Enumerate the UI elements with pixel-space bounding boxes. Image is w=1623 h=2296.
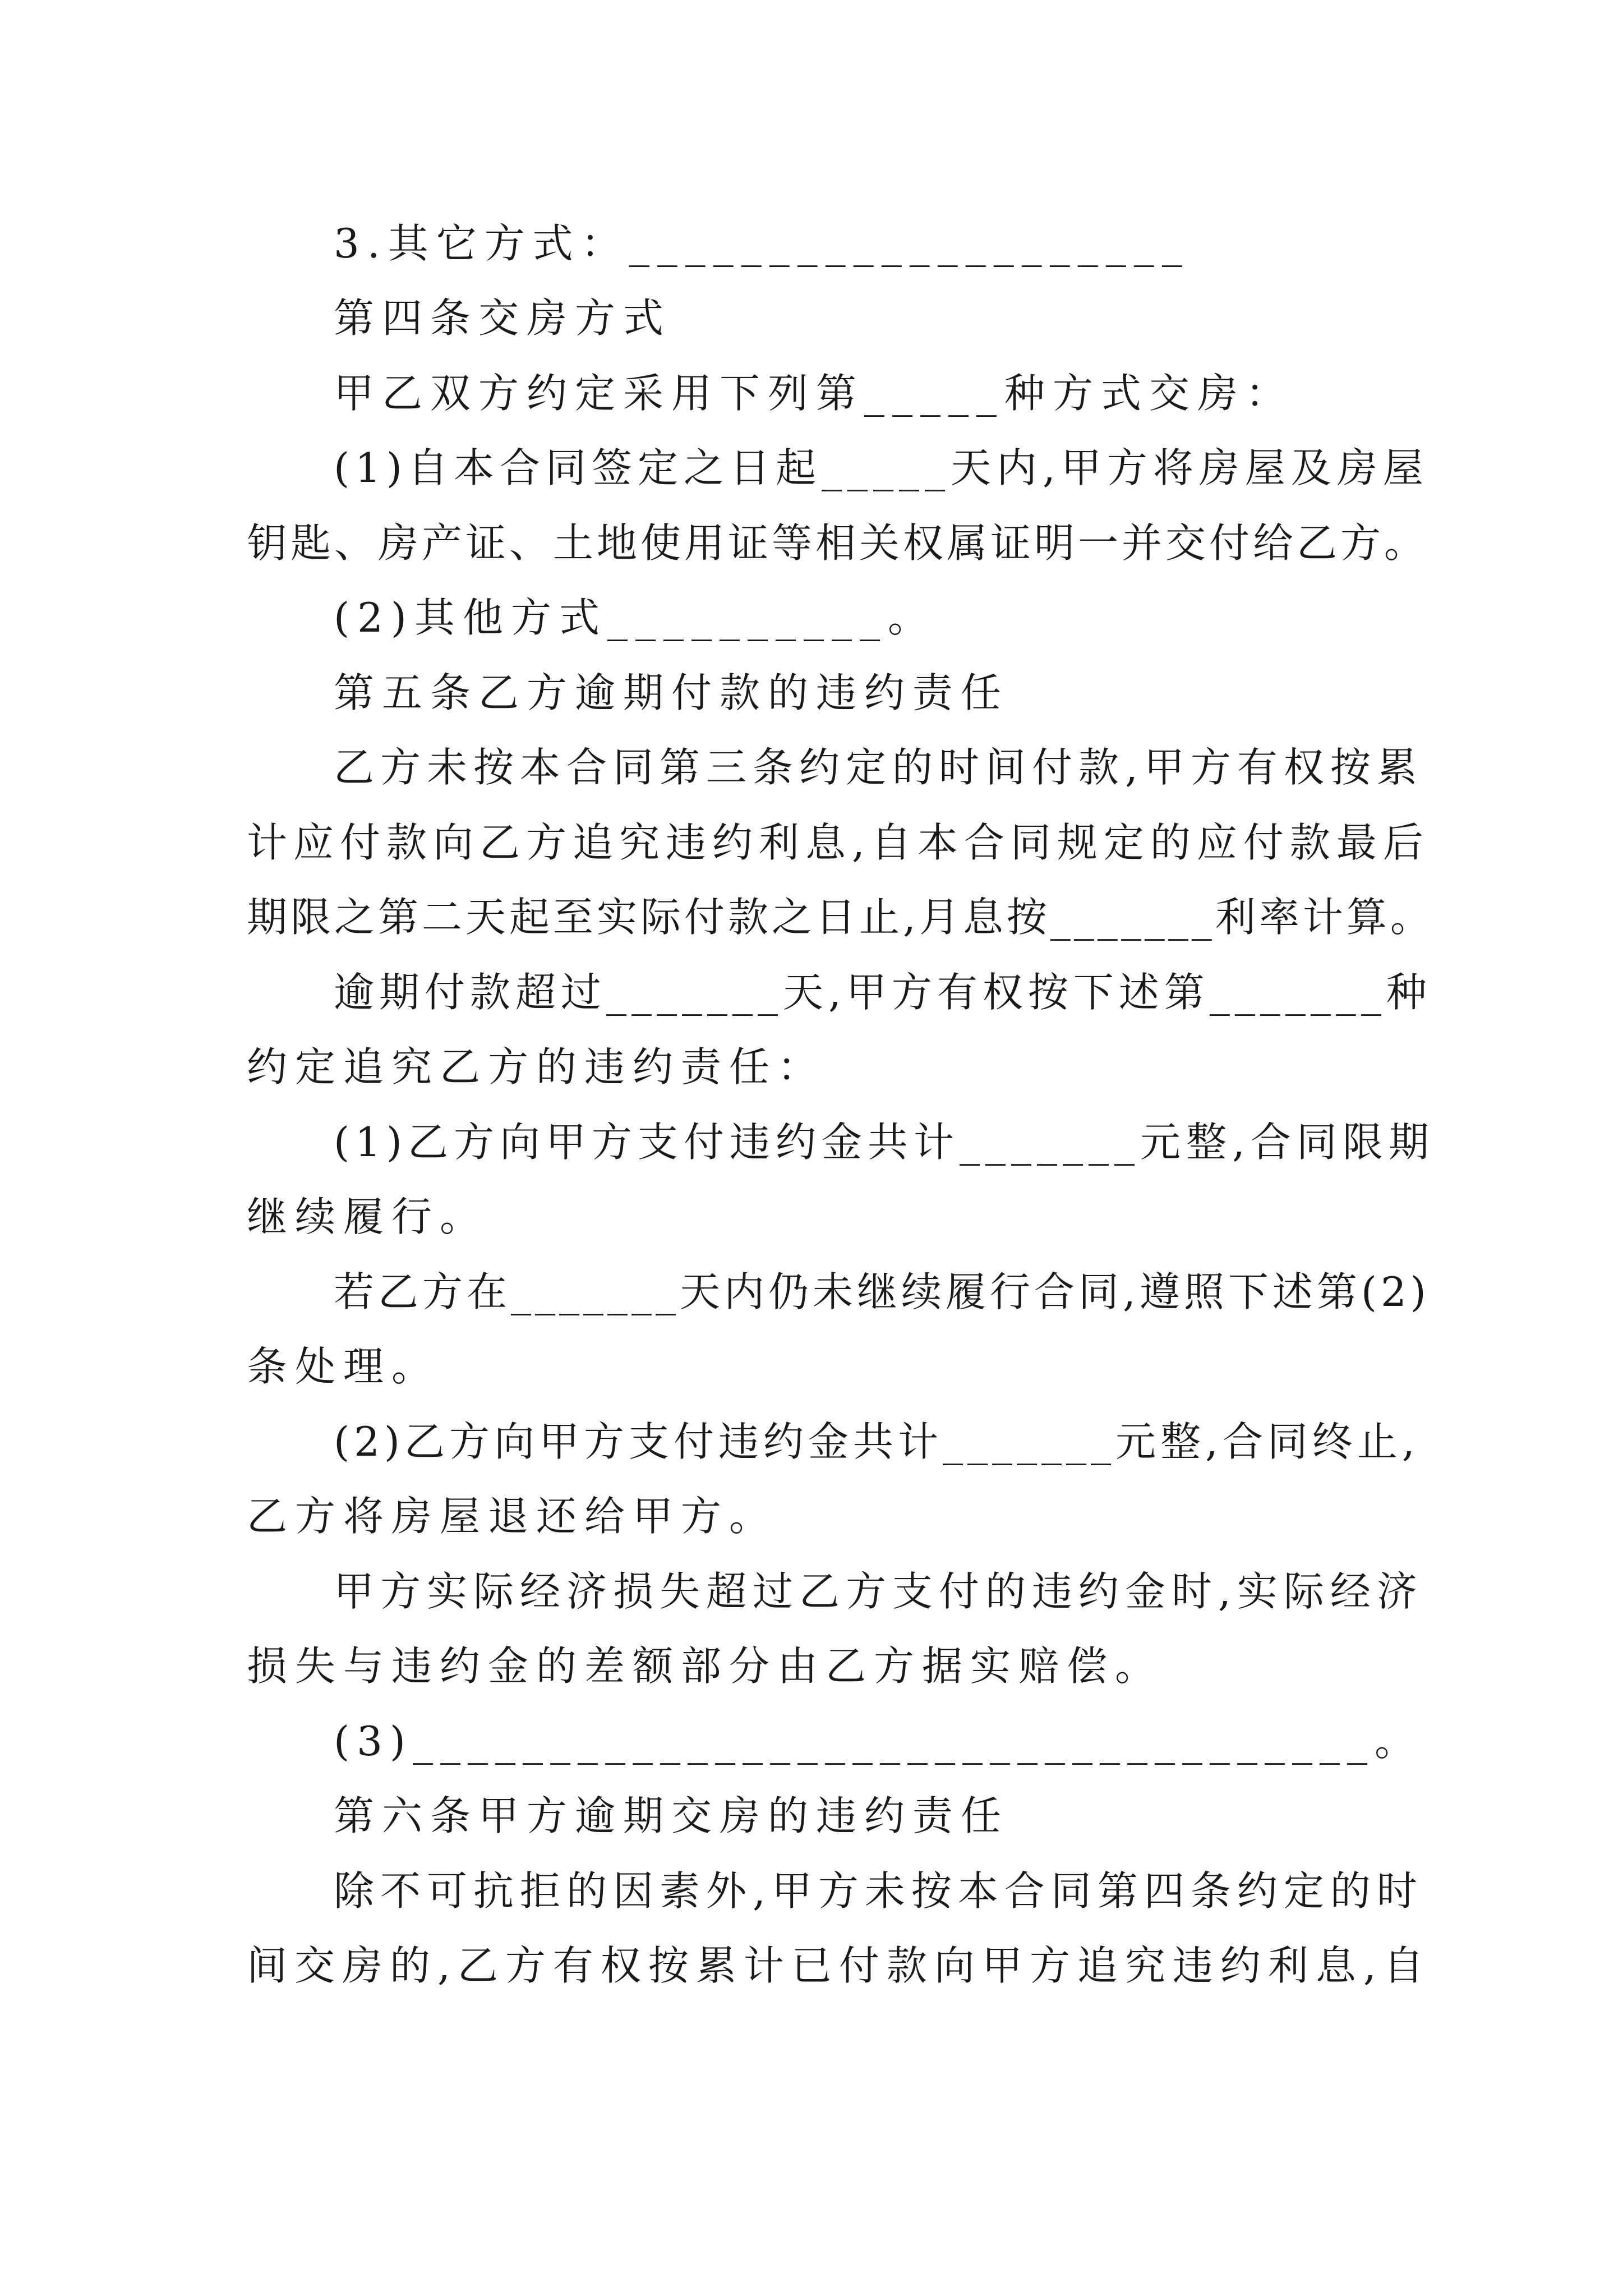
text-line: 若乙方在_______天内仍未继续履行合同,遵照下述第(2) (334, 1268, 1430, 1315)
text-line: 乙方将房屋退还给甲方。 (247, 1493, 778, 1540)
text-line: 条处理。 (247, 1343, 440, 1390)
text-line: 损失与违约金的差额部分由乙方据实赔偿。 (247, 1642, 1164, 1690)
text-line: 除不可抗拒的因素外,甲方未按本合同第四条约定的时 (334, 1867, 1423, 1915)
text-line: 约定追究乙方的违约责任： (247, 1043, 826, 1091)
text-line: (3)___________________________________。 (334, 1718, 1422, 1765)
text-line-other-method: 3.其它方式：____________________ (334, 220, 1190, 267)
text-line: (2)乙方向甲方支付违约金共计_______元整,合同终止, (334, 1418, 1419, 1465)
text-line: 甲乙双方约定采用下列第_____种方式交房： (334, 370, 1294, 417)
text-line: 甲方实际经济损失超过乙方支付的违约金时,实际经济 (334, 1568, 1423, 1615)
clause-4-heading: 第四条交房方式 (334, 295, 672, 342)
clause-5-heading: 第五条乙方逾期付款的违约责任 (334, 669, 1009, 716)
text-line: 继续履行。 (247, 1193, 488, 1240)
text-line: 间交房的,乙方有权按累计已付款向甲方追究违约利息,自 (247, 1942, 1431, 1989)
text-line: 期限之第二天起至实际付款之日止,月息按_______利率计算。 (247, 894, 1434, 941)
clause-6-heading: 第六条甲方逾期交房的违约责任 (334, 1792, 1009, 1839)
text-line: (1)自本合同签定之日起_____天内,甲方将房屋及房屋 (334, 444, 1429, 491)
text-line: (1)乙方向甲方支付违约金共计_______元整,合同限期 (334, 1119, 1435, 1166)
text-line: 逾期付款超过_______天,甲方有权按下述第_______种 (334, 969, 1432, 1016)
text-line: 钥匙、房产证、土地使用证等相关权属证明一并交付给乙方。 (247, 519, 1428, 567)
text-line: 乙方未按本合同第三条约定的时间付款,甲方有权按累 (334, 744, 1423, 791)
text-line: 计应付款向乙方追究违约利息,自本合同规定的应付款最后 (247, 819, 1430, 866)
text-line: (2)其他方式__________。 (334, 594, 936, 641)
